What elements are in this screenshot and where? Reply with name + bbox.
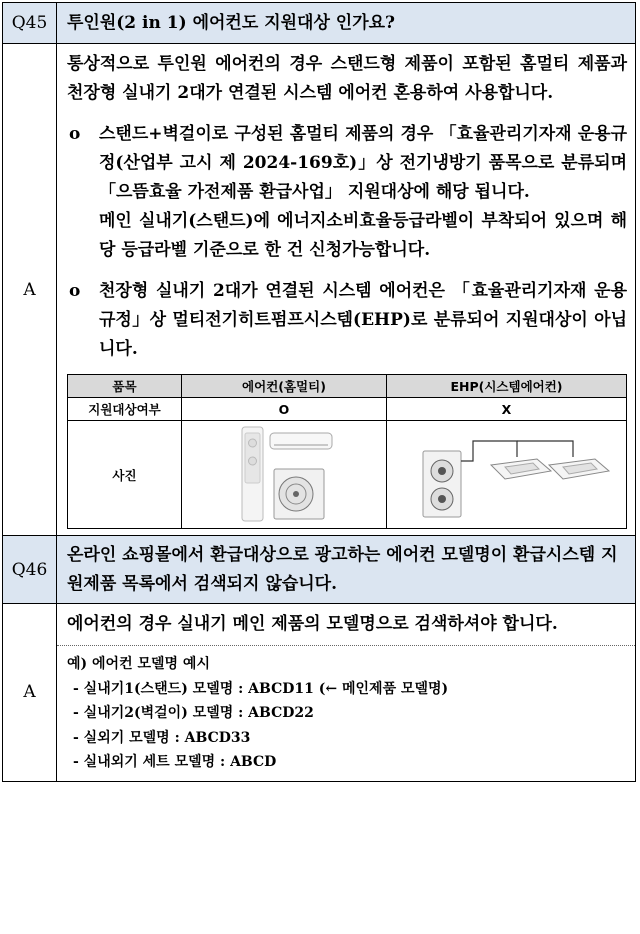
q45-bullet-1: [67, 120, 627, 265]
faq-table: [2, 2, 636, 782]
model-example: [67, 646, 627, 775]
header-ehp: EHP(시스템에어컨): [387, 375, 627, 398]
bullet-marker: o: [69, 124, 81, 144]
q46-label: Q46: [3, 536, 57, 604]
eligibility-home-multi: O: [182, 398, 387, 421]
bullet-marker: o: [69, 281, 81, 301]
example-line: - 실내기1(스탠드) 모델명 : ABCD11 (← 메인제품 모델명): [73, 680, 449, 697]
q46-answer: [57, 604, 636, 782]
q45-bullet-2: [67, 277, 627, 364]
example-title: 예) 에어컨 모델명 예시: [67, 656, 210, 672]
row-photo-label: 사진: [68, 421, 182, 529]
row-eligibility-label: 지원대상여부: [68, 398, 182, 421]
q45-intro: 통상적으로 투인원 에어컨의 경우 스탠드형 제품이 포함된 홈멀티 제품과 천장형 실내기 2대가 연결된 시스템 에어컨 혼용하여 사용합니다.: [67, 54, 627, 103]
q46-answer-text: 에어컨의 경우 실내기 메인 제품의 모델명으로 검색하셔야 합니다.: [67, 614, 558, 634]
q45-answer: [57, 44, 636, 536]
q46-question: 온라인 쇼핑몰에서 환급대상으로 광고하는 에어컨 모델명이 환급시스템 지원제품 목록에서 검색되지 않습니다.: [57, 536, 636, 604]
q45-question: 투인원(2 in 1) 에어컨도 지원대상 인가요?: [57, 3, 636, 44]
home-multi-photo: [182, 421, 387, 529]
ehp-photo: [387, 421, 627, 529]
q45-bullet-1-note: 메인 실내기(스탠드)에 에너지소비효율등급라벨이 부착되어 있으며 해당 등급라벨 기준으로 한 건 신청가능합니다.: [99, 211, 627, 260]
ehp-system-aircon-image: [387, 421, 637, 525]
header-home-multi: 에어컨(홈멀티): [182, 375, 387, 398]
q45-bullet-2-text: 천장형 실내기 2대가 연결된 시스템 에어컨은 「효율관리기자재 운용규정」상 멀티전기히트펌프시스템(EHP)로 분류되어 지원대상이 아닙니다.: [99, 281, 627, 359]
home-multi-aircon-image: [182, 421, 387, 525]
example-line: - 실내외기 세트 모델명 : ABCD: [73, 754, 277, 770]
eligibility-ehp: X: [387, 398, 627, 421]
q46-answer-label: A: [3, 604, 57, 782]
example-line: - 실내기2(벽걸이) 모델명 : ABCD22: [73, 705, 314, 721]
q45-bullet-1-text: 스탠드+벽걸이로 구성된 홈멀티 제품의 경우 「효율관리기자재 운용규정(산업부 고시 제 2024-169호)」상 전기냉방기 품목으로 분류되며 「으뜸효율 가전제품 환급사업」 지원대상에 해당 됩니다.: [99, 124, 627, 202]
header-item: 품목: [68, 375, 182, 398]
q45-answer-label: A: [3, 44, 57, 536]
comparison-table: [67, 374, 627, 529]
q45-label: Q45: [3, 3, 57, 44]
example-line: - 실외기 모델명 : ABCD33: [73, 729, 251, 746]
